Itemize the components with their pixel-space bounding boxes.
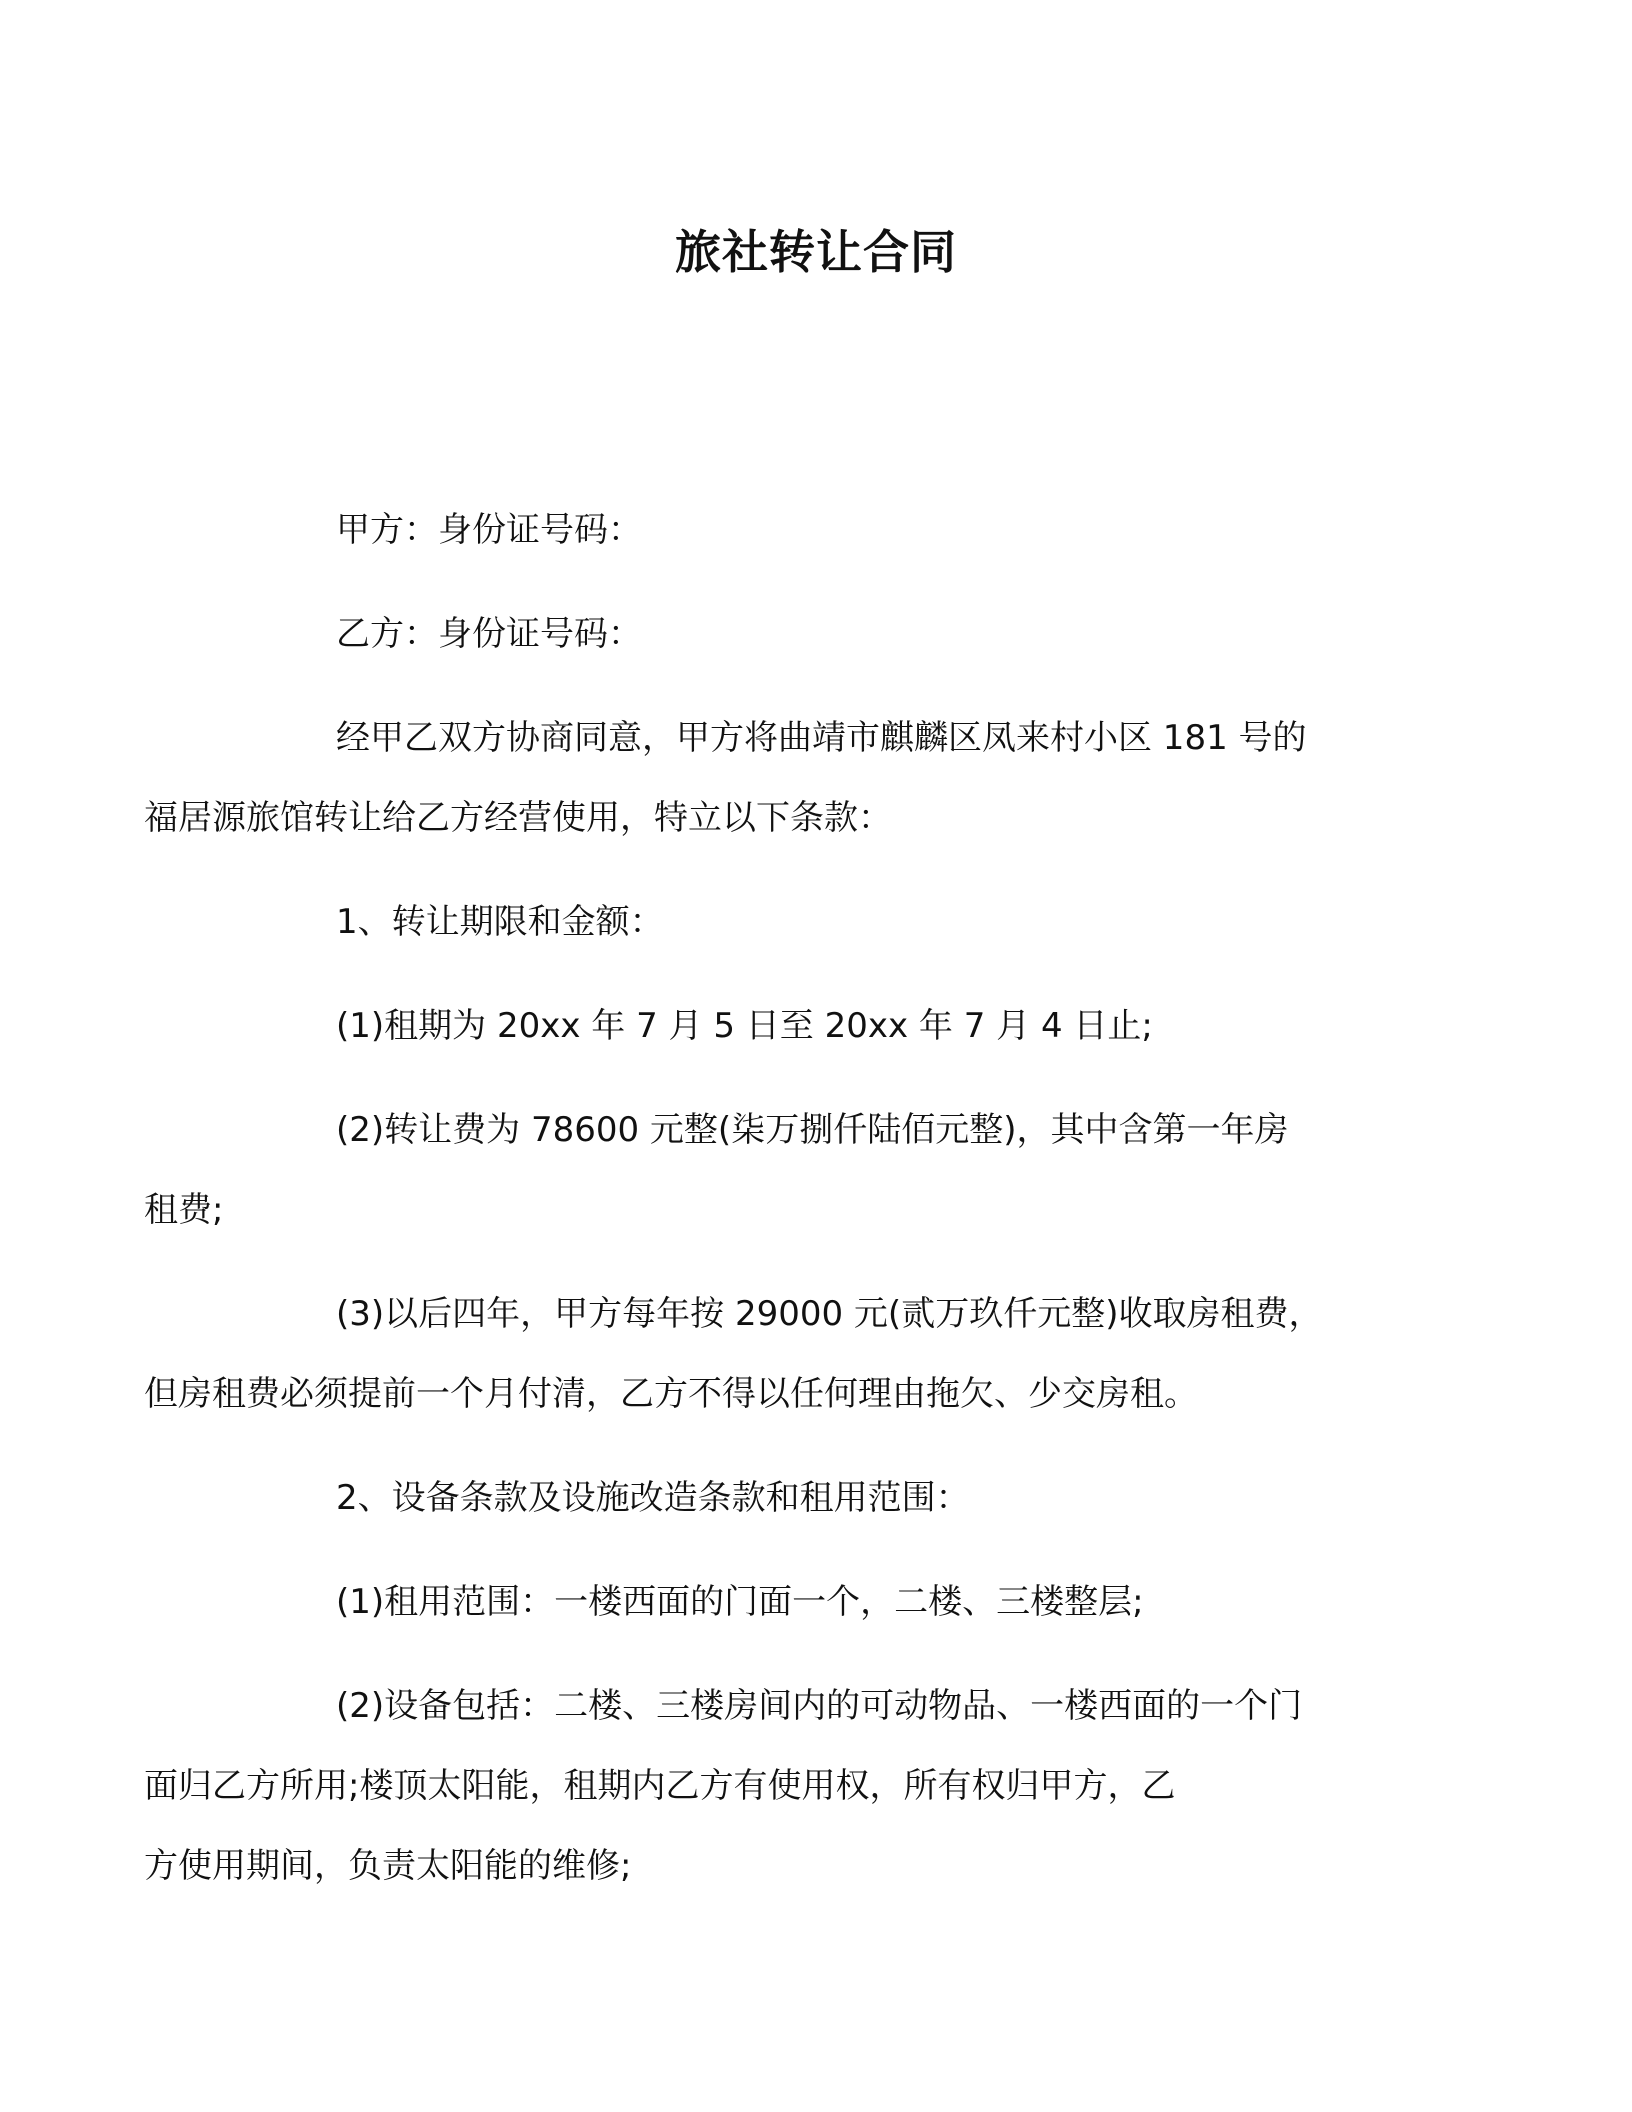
clause-1-heading [240, 882, 1390, 962]
clause-1-item-3 [144, 1274, 1390, 1434]
paragraph-line: 方使用期间，负责太阳能的维修; [144, 1846, 632, 1886]
paragraph-line: 2、设备条款及设施改造条款和租用范围： [336, 1478, 970, 1518]
paragraph-party-a [240, 490, 1390, 570]
paragraph-line: (2)转让费为 78600 元整(柒万捌仟陆佰元整)，其中含第一年房 [336, 1110, 1289, 1150]
paragraph-line: 1、转让期限和金额： [336, 902, 664, 942]
paragraph-line: 面归乙方所用;楼顶太阳能，租期内乙方有使用权，所有权归甲方，乙 [144, 1766, 1176, 1806]
paragraph-line: 租费; [144, 1190, 224, 1230]
paragraph-line: (1)租用范围：一楼西面的门面一个，二楼、三楼整层; [336, 1582, 1144, 1622]
paragraph-party-b [240, 594, 1390, 674]
document-title: 旅社转让合同 [675, 225, 957, 279]
paragraph-line: 乙方：身份证号码： [336, 614, 642, 654]
document-body [144, 490, 1390, 1930]
paragraph-line: (2)设备包括：二楼、三楼房间内的可动物品、一楼西面的一个门 [336, 1686, 1303, 1726]
clause-1-item-1 [240, 986, 1390, 1066]
clause-2-item-2 [144, 1666, 1390, 1906]
paragraph-line: (1)租期为 20xx 年 7 月 5 日至 20xx 年 7 月 4 日止; [336, 1006, 1153, 1046]
paragraph-line: 但房租费必须提前一个月付清，乙方不得以任何理由拖欠、少交房租。 [144, 1374, 1198, 1414]
paragraph-line: 经甲乙双方协商同意，甲方将曲靖市麒麟区凤来村小区 181 号的 [336, 718, 1307, 758]
paragraph-line: (3)以后四年，甲方每年按 29000 元(贰万玖仟元整)收取房租费， [336, 1294, 1323, 1334]
clause-1-item-2 [144, 1090, 1390, 1250]
paragraph-line: 甲方：身份证号码： [336, 510, 642, 550]
clause-2-item-1 [240, 1562, 1390, 1642]
paragraph-line: 福居源旅馆转让给乙方经营使用，特立以下条款： [144, 798, 892, 838]
paragraph-intro [144, 698, 1390, 858]
clause-2-heading [240, 1458, 1390, 1538]
